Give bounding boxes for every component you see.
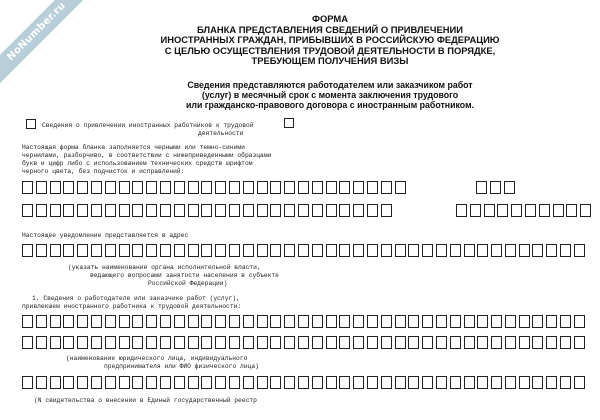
form-cell — [160, 204, 171, 217]
form-cell[interactable] — [519, 244, 530, 257]
instructions-line: букв и цифр либо с использованием технических средств шрифтом — [22, 160, 253, 167]
form-cell[interactable] — [574, 336, 585, 349]
form-cell[interactable] — [408, 376, 419, 389]
form-cell[interactable] — [22, 376, 33, 389]
instructions-line: Настоящая форма бланка заполняется черными или темно-синими — [22, 144, 245, 151]
form-cell[interactable] — [50, 315, 61, 328]
form-cell[interactable] — [146, 244, 157, 257]
form-cell — [119, 204, 130, 217]
form-cell[interactable] — [132, 336, 143, 349]
form-cell[interactable] — [353, 336, 364, 349]
form-cell — [497, 204, 508, 217]
form-cell[interactable] — [422, 336, 433, 349]
form-cell[interactable] — [201, 336, 212, 349]
form-cell — [63, 204, 74, 217]
form-cell — [188, 204, 199, 217]
form-cell[interactable] — [188, 244, 199, 257]
form-cell — [174, 181, 185, 194]
form-cell[interactable] — [146, 315, 157, 328]
form-cell[interactable] — [339, 336, 350, 349]
employer-field-row[interactable] — [22, 336, 585, 349]
form-cell[interactable] — [36, 336, 47, 349]
form-cell[interactable] — [298, 244, 309, 257]
form-cell — [36, 204, 47, 217]
form-cell[interactable] — [574, 315, 585, 328]
section-1-heading: 1. Сведения о работодателе или заказчике работ (услуг), — [32, 295, 240, 302]
form-cell — [105, 181, 116, 194]
form-cell[interactable] — [63, 315, 74, 328]
form-cell[interactable] — [560, 376, 571, 389]
form-cell[interactable] — [188, 315, 199, 328]
form-cell[interactable] — [546, 376, 557, 389]
form-cell[interactable] — [326, 315, 337, 328]
form-cell — [215, 204, 226, 217]
form-cell[interactable] — [464, 376, 475, 389]
form-cell[interactable] — [408, 336, 419, 349]
form-cell[interactable] — [91, 244, 102, 257]
form-cell[interactable] — [532, 336, 543, 349]
form-cell[interactable] — [91, 336, 102, 349]
form-cell — [353, 204, 364, 217]
authority-caption: (указать наименование органа исполнительной власти, — [68, 264, 261, 271]
form-cell[interactable] — [491, 244, 502, 257]
form-cell — [504, 181, 515, 194]
form-cell[interactable] — [22, 336, 33, 349]
form-cell — [339, 204, 350, 217]
form-cell — [270, 204, 281, 217]
form-cell[interactable] — [119, 244, 130, 257]
form-cell — [312, 181, 323, 194]
form-cell — [22, 181, 33, 194]
form-cell — [160, 181, 171, 194]
form-cell[interactable] — [395, 336, 406, 349]
form-cell[interactable] — [298, 336, 309, 349]
form-cell — [470, 204, 481, 217]
address-label: Настоящее уведомление представляется в адрес — [22, 232, 189, 239]
form-cell[interactable] — [367, 244, 378, 257]
employer-field-row[interactable] — [22, 315, 585, 328]
title-line: С ЦЕЛЬЮ ОСУЩЕСТВЛЕНИЯ ТРУДОВОЙ ДЕЯТЕЛЬНОСТИ В ПОРЯДКЕ, — [164, 44, 496, 56]
form-cell — [284, 181, 295, 194]
form-cell[interactable] — [546, 336, 557, 349]
form-cell[interactable] — [339, 244, 350, 257]
form-cell — [105, 204, 116, 217]
note-line: или гражданско-правового договора с иностранным работником. — [185, 100, 475, 111]
form-cell[interactable] — [560, 315, 571, 328]
form-cell — [298, 204, 309, 217]
form-cell[interactable] — [560, 244, 571, 257]
form-cell[interactable] — [560, 336, 571, 349]
note-line: Сведения представляются работодателем или заказчиком работ — [187, 80, 473, 90]
form-cell — [490, 181, 501, 194]
title-line: ИНОСТРАННЫХ ГРАЖДАН, ПРИБЫВШИХ В РОССИЙСКУЮ ФЕДЕРАЦИЮ — [160, 34, 500, 46]
form-cell[interactable] — [105, 336, 116, 349]
form-cell — [188, 181, 199, 194]
form-cell — [243, 204, 254, 217]
form-cell[interactable] — [215, 336, 226, 349]
form-cell[interactable] — [546, 244, 557, 257]
form-cell[interactable] — [188, 376, 199, 389]
sample-letters-row — [22, 181, 406, 194]
form-cell[interactable] — [284, 376, 295, 389]
form-cell — [215, 181, 226, 194]
form-cell — [539, 204, 550, 217]
form-cell[interactable] — [229, 376, 240, 389]
form-cell[interactable] — [436, 244, 447, 257]
form-cell[interactable] — [270, 376, 281, 389]
form-cell[interactable] — [284, 244, 295, 257]
form-cell[interactable] — [160, 244, 171, 257]
submission-note — [170, 80, 490, 111]
form-cell[interactable] — [91, 315, 102, 328]
authority-caption: Российской Федерации) — [148, 280, 228, 287]
form-cell — [257, 204, 268, 217]
form-cell[interactable] — [477, 376, 488, 389]
form-cell[interactable] — [381, 244, 392, 257]
form-cell — [580, 204, 591, 217]
form-cell — [381, 181, 392, 194]
form-cell[interactable] — [422, 315, 433, 328]
form-cell[interactable] — [367, 376, 378, 389]
employer-caption: предпринимателя или ФИО физического лица) — [104, 363, 259, 370]
form-heading: Сведения о привлечении иностранных работников к трудовой — [42, 122, 254, 129]
form-cell[interactable] — [326, 376, 337, 389]
form-cell[interactable] — [215, 315, 226, 328]
form-cell — [132, 204, 143, 217]
form-cell[interactable] — [491, 376, 502, 389]
form-cell[interactable] — [298, 315, 309, 328]
form-cell[interactable] — [50, 376, 61, 389]
form-cell[interactable] — [257, 244, 268, 257]
form-cell[interactable] — [257, 376, 268, 389]
form-cell[interactable] — [132, 376, 143, 389]
form-cell[interactable] — [464, 315, 475, 328]
form-cell[interactable] — [77, 244, 88, 257]
authority-caption: ведающего вопросами занятости населения в субъекте — [90, 272, 279, 279]
form-cell[interactable] — [243, 376, 254, 389]
form-cell[interactable] — [395, 376, 406, 389]
form-cell[interactable] — [270, 336, 281, 349]
form-cell[interactable] — [36, 376, 47, 389]
form-cell[interactable] — [505, 244, 516, 257]
form-cell[interactable] — [243, 315, 254, 328]
form-cell — [36, 181, 47, 194]
sample-digits-row — [456, 204, 591, 217]
form-cell[interactable] — [326, 244, 337, 257]
form-cell[interactable] — [63, 244, 74, 257]
title-line: БЛАНКА ПРЕДСТАВЛЕНИЯ СВЕДЕНИЙ О ПРИВЛЕЧЕНИИ — [197, 23, 463, 35]
form-cell[interactable] — [119, 376, 130, 389]
form-cell[interactable] — [257, 336, 268, 349]
form-cell[interactable] — [408, 244, 419, 257]
form-cell[interactable] — [519, 376, 530, 389]
form-cell[interactable] — [284, 315, 295, 328]
form-cell[interactable] — [105, 315, 116, 328]
form-cell — [367, 204, 378, 217]
right-checkbox[interactable] — [284, 118, 294, 128]
authority-field-row[interactable] — [22, 244, 585, 257]
form-cell — [525, 204, 536, 217]
form-cell — [201, 181, 212, 194]
form-cell[interactable] — [174, 244, 185, 257]
form-cell — [132, 181, 143, 194]
section-1-heading: привлекшем иностранного работника к трудовой деятельности: — [22, 303, 242, 310]
form-cell[interactable] — [146, 336, 157, 349]
form-cell — [243, 181, 254, 194]
form-cell — [511, 204, 522, 217]
form-cell[interactable] — [450, 244, 461, 257]
form-cell[interactable] — [381, 376, 392, 389]
form-cell[interactable] — [215, 244, 226, 257]
form-cell[interactable] — [464, 244, 475, 257]
form-cell[interactable] — [105, 244, 116, 257]
form-cell — [146, 204, 157, 217]
form-cell[interactable] — [312, 336, 323, 349]
form-cell — [77, 181, 88, 194]
form-cell — [91, 181, 102, 194]
form-cell[interactable] — [243, 336, 254, 349]
employer-caption: (наименование юридического лица, индивидуального — [66, 355, 248, 362]
form-cell — [326, 181, 337, 194]
form-cell[interactable] — [270, 244, 281, 257]
form-cell[interactable] — [519, 315, 530, 328]
form-cell[interactable] — [36, 315, 47, 328]
form-cell[interactable] — [312, 244, 323, 257]
form-cell — [312, 204, 323, 217]
form-cell[interactable] — [132, 315, 143, 328]
form-cell[interactable] — [201, 376, 212, 389]
form-cell[interactable] — [436, 315, 447, 328]
form-cell[interactable] — [422, 244, 433, 257]
form-cell[interactable] — [367, 336, 378, 349]
form-cell — [339, 181, 350, 194]
form-cell[interactable] — [298, 376, 309, 389]
form-cell — [566, 204, 577, 217]
form-cell[interactable] — [63, 376, 74, 389]
form-cell[interactable] — [450, 315, 461, 328]
form-cell[interactable] — [119, 336, 130, 349]
form-cell[interactable] — [477, 315, 488, 328]
form-title — [150, 14, 510, 67]
form-cell[interactable] — [174, 336, 185, 349]
form-cell[interactable] — [22, 244, 33, 257]
form-cell[interactable] — [160, 376, 171, 389]
form-cell[interactable] — [422, 376, 433, 389]
form-cell[interactable] — [312, 315, 323, 328]
form-cell[interactable] — [436, 376, 447, 389]
form-cell[interactable] — [132, 244, 143, 257]
sample-letters-row — [22, 204, 392, 217]
form-cell[interactable] — [491, 336, 502, 349]
instructions-line: чернилами, разборчиво, в соответствии с нижеприведенными образцами — [22, 152, 272, 159]
form-cell[interactable] — [450, 376, 461, 389]
form-cell[interactable] — [243, 244, 254, 257]
form-cell — [77, 204, 88, 217]
form-cell — [326, 204, 337, 217]
form-cell[interactable] — [326, 336, 337, 349]
sample-letters-row — [476, 181, 515, 194]
form-cell[interactable] — [77, 336, 88, 349]
form-cell[interactable] — [77, 376, 88, 389]
form-cell[interactable] — [50, 336, 61, 349]
form-cell — [456, 204, 467, 217]
form-cell[interactable] — [408, 315, 419, 328]
form-cell[interactable] — [436, 336, 447, 349]
left-checkbox[interactable] — [26, 119, 36, 129]
form-cell[interactable] — [229, 336, 240, 349]
form-cell[interactable] — [229, 315, 240, 328]
form-cell[interactable] — [450, 336, 461, 349]
form-cell[interactable] — [353, 244, 364, 257]
form-cell[interactable] — [105, 376, 116, 389]
form-cell[interactable] — [505, 376, 516, 389]
form-cell[interactable] — [505, 336, 516, 349]
title-line: ТРЕБУЮЩЕМ ПОЛУЧЕНИЯ ВИЗЫ — [251, 55, 409, 67]
form-cell[interactable] — [491, 315, 502, 328]
form-cell[interactable] — [257, 315, 268, 328]
form-cell[interactable] — [505, 315, 516, 328]
form-cell[interactable] — [22, 315, 33, 328]
form-cell[interactable] — [119, 315, 130, 328]
form-cell — [476, 181, 487, 194]
form-cell — [484, 204, 495, 217]
note-line: (услуг) в месячный срок с момента заключения трудового — [201, 90, 459, 101]
registry-field-row[interactable] — [22, 376, 585, 389]
form-cell[interactable] — [574, 244, 585, 257]
form-cell — [174, 204, 185, 217]
form-cell — [229, 204, 240, 217]
form-cell[interactable] — [91, 376, 102, 389]
form-cell[interactable] — [532, 315, 543, 328]
form-cell[interactable] — [353, 315, 364, 328]
form-cell[interactable] — [381, 315, 392, 328]
form-cell — [50, 181, 61, 194]
form-cell — [229, 181, 240, 194]
form-cell[interactable] — [339, 376, 350, 389]
form-cell[interactable] — [284, 336, 295, 349]
form-cell — [146, 181, 157, 194]
form-cell[interactable] — [532, 376, 543, 389]
form-cell[interactable] — [36, 244, 47, 257]
form-cell — [395, 181, 406, 194]
form-cell[interactable] — [574, 376, 585, 389]
form-cell[interactable] — [215, 376, 226, 389]
form-cell — [91, 204, 102, 217]
watermark-ribbon: NoNumber.ru — [0, 0, 97, 92]
form-cell[interactable] — [519, 336, 530, 349]
form-cell[interactable] — [63, 336, 74, 349]
form-cell[interactable] — [367, 315, 378, 328]
form-cell[interactable] — [229, 244, 240, 257]
form-cell[interactable] — [201, 315, 212, 328]
form-cell — [50, 204, 61, 217]
form-cell — [367, 181, 378, 194]
form-cell — [353, 181, 364, 194]
form-cell — [553, 204, 564, 217]
form-cell[interactable] — [160, 315, 171, 328]
form-cell[interactable] — [339, 315, 350, 328]
form-cell[interactable] — [464, 336, 475, 349]
instructions-line: черного цвета, без подчисток и исправлений: — [22, 168, 185, 175]
form-cell[interactable] — [270, 315, 281, 328]
form-cell — [298, 181, 309, 194]
form-cell[interactable] — [312, 376, 323, 389]
form-cell[interactable] — [477, 336, 488, 349]
form-cell[interactable] — [477, 244, 488, 257]
form-cell[interactable] — [353, 376, 364, 389]
form-cell — [22, 204, 33, 217]
form-cell — [119, 181, 130, 194]
form-cell[interactable] — [532, 244, 543, 257]
form-cell[interactable] — [201, 244, 212, 257]
registry-caption: (N свидетельства о внесении в Единый государственный реестр — [34, 397, 257, 404]
form-cell[interactable] — [146, 376, 157, 389]
form-heading-cont: деятельности — [198, 130, 244, 137]
form-cell — [201, 204, 212, 217]
form-cell[interactable] — [77, 315, 88, 328]
form-cell[interactable] — [174, 315, 185, 328]
form-cell[interactable] — [381, 336, 392, 349]
form-cell[interactable] — [160, 336, 171, 349]
title-line: ФОРМА — [311, 13, 348, 24]
form-cell — [257, 181, 268, 194]
form-cell[interactable] — [546, 315, 557, 328]
form-cell — [284, 204, 295, 217]
form-cell[interactable] — [50, 244, 61, 257]
form-cell[interactable] — [395, 244, 406, 257]
form-cell — [381, 204, 392, 217]
form-cell[interactable] — [188, 336, 199, 349]
form-cell[interactable] — [174, 376, 185, 389]
form-cell — [270, 181, 281, 194]
form-cell[interactable] — [395, 315, 406, 328]
form-cell — [63, 181, 74, 194]
